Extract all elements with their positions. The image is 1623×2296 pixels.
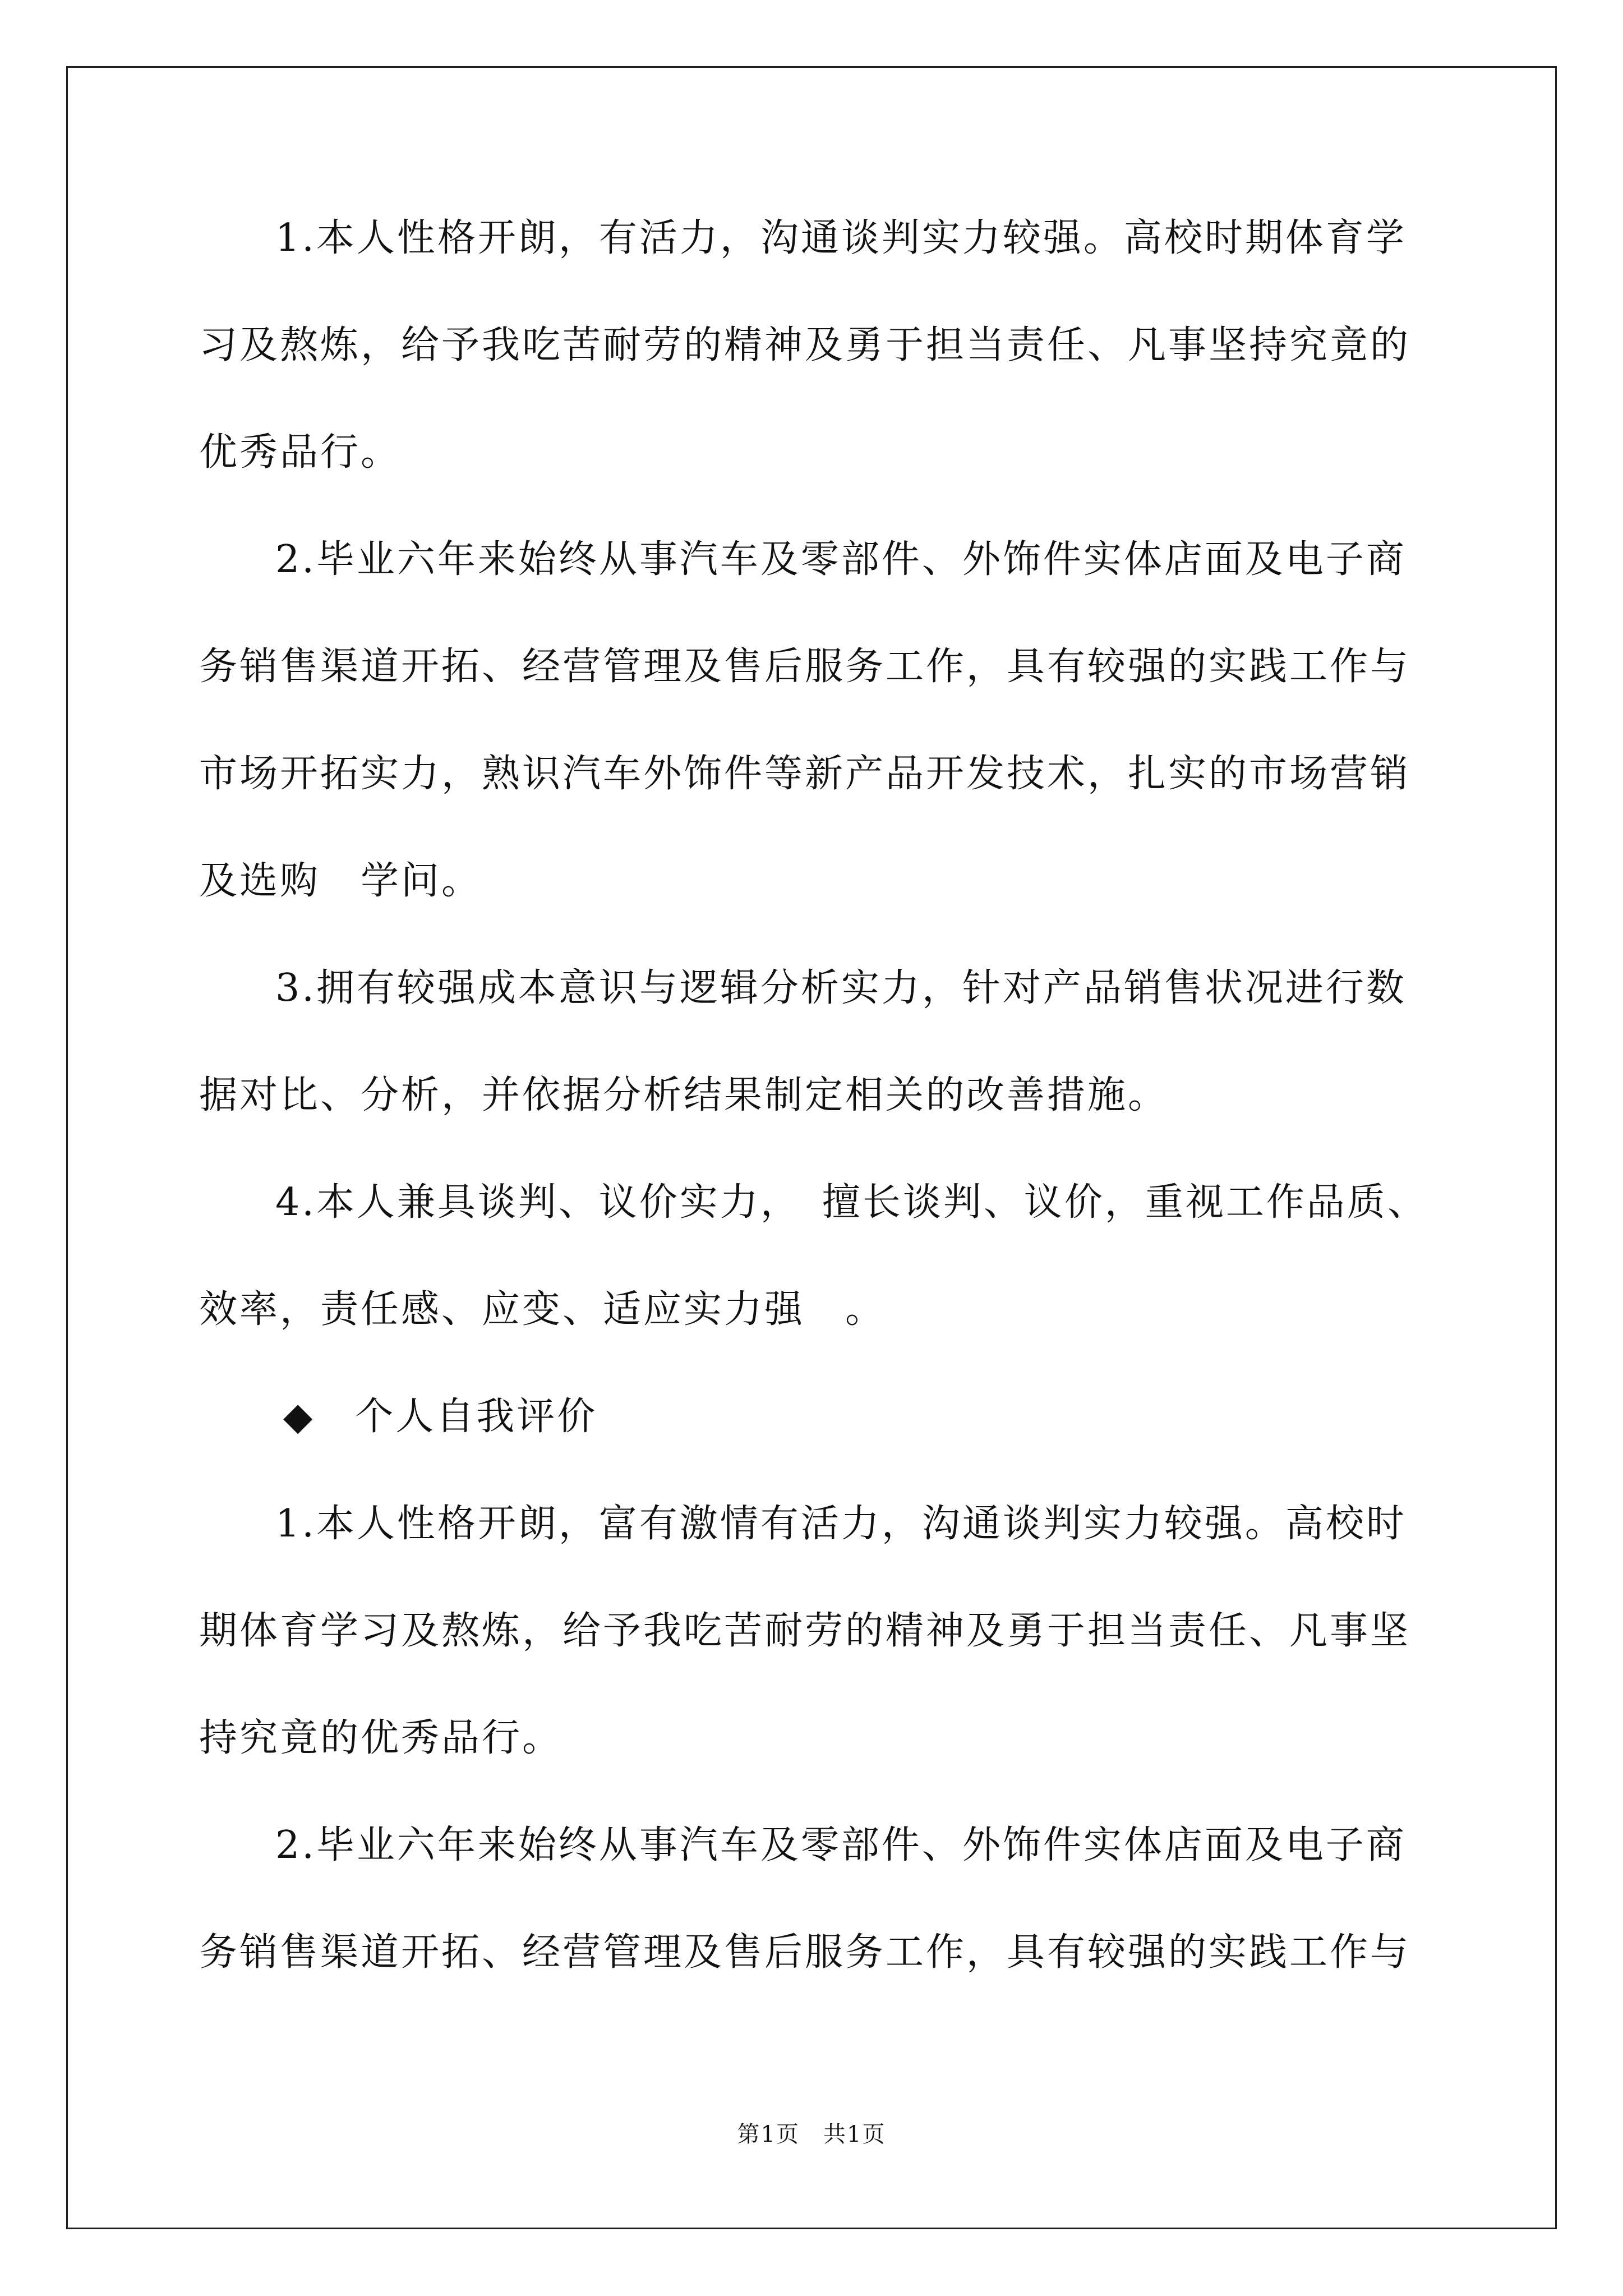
page-footer: 第1页 共1页 (737, 2122, 886, 2147)
paragraph-line: 2.毕业六年来始终从事汽车及零部件、外饰件实体店面及电子商 (275, 1823, 1407, 1867)
paragraph-line: 4.本人兼具谈判、议价实力， 擅长谈判、议价，重视工作品质、 (275, 1180, 1428, 1225)
paragraph-line: 市场开拓实力，熟识汽车外饰件等新产品开发技术，扎实的市场营销 (199, 752, 1411, 796)
paragraph-line: 效率，责任感、应变、适应实力强 。 (199, 1287, 886, 1332)
paragraph-line: 优秀品行。 (199, 430, 402, 475)
paragraph-line: 2.毕业六年来始终从事汽车及零部件、外饰件实体店面及电子商 (275, 537, 1407, 582)
paragraph-line: 务销售渠道开拓、经营管理及售后服务工作，具有较强的实践工作与 (199, 1930, 1411, 1975)
paragraph-line: 习及熬炼，给予我吃苦耐劳的精神及勇于担当责任、凡事坚持究竟的 (199, 323, 1411, 367)
section-heading: ◆ 个人自我评价 (283, 1395, 598, 1439)
page-border (66, 66, 1557, 2229)
paragraph-line: 据对比、分析，并依据分析结果制定相关的改善措施。 (199, 1073, 1169, 1117)
paragraph-line: 期体育学习及熬炼，给予我吃苦耐劳的精神及勇于担当责任、凡事坚 (199, 1609, 1411, 1653)
paragraph-line: 及选购 学问。 (199, 859, 482, 903)
paragraph-line: 1.本人性格开朗，有活力，沟通谈判实力较强。高校时期体育学 (275, 216, 1407, 260)
paragraph-line: 3.拥有较强成本意识与逻辑分析实力，针对产品销售状况进行数 (275, 966, 1407, 1010)
paragraph-line: 1.本人性格开朗，富有激情有活力，沟通谈判实力较强。高校时 (275, 1502, 1407, 1546)
paragraph-line: 务销售渠道开拓、经营管理及售后服务工作，具有较强的实践工作与 (199, 645, 1411, 689)
paragraph-line: 持究竟的优秀品行。 (199, 1716, 563, 1760)
